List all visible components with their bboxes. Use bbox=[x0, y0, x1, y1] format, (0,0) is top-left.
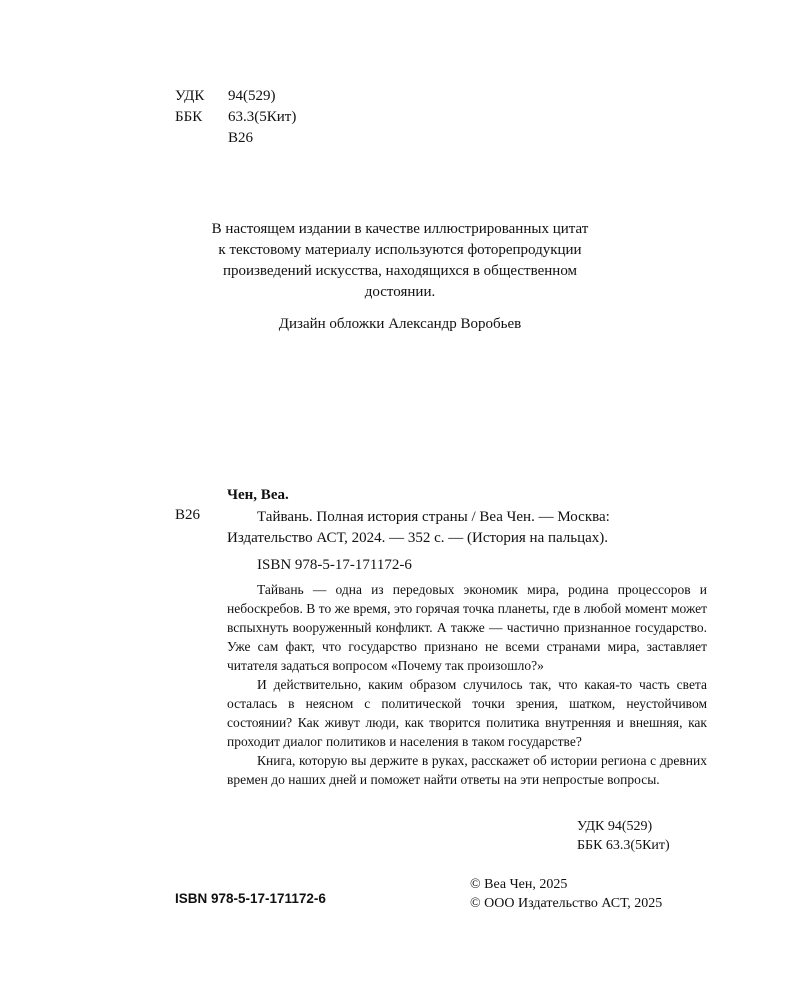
catalog-line-1: Тайвань. Полная история страны / Веа Чен. — Москва: bbox=[257, 509, 610, 525]
notice-line: В настоящем издании в качестве иллюстрированных цитат bbox=[211, 221, 589, 237]
bbk-row bbox=[175, 107, 296, 128]
classification-top bbox=[175, 86, 296, 149]
bbk-label: ББК bbox=[175, 109, 203, 125]
annotation-paragraph: Тайвань — одна из передовых экономик мира, родина процессоров и небоскребов. В то же время, это горячая точка планеты, где в любой момент может вспыхнуть вооруженный конфликт. А также — частично признанное государство. Уже сам факт, что государство признано не всеми странами мира, заставляет читателя задаться вопросом «Почему так произошло?» bbox=[227, 582, 707, 673]
copyright-author: © Веа Чен, 2025 bbox=[470, 877, 568, 892]
notice-line: произведений искусства, находящихся в общественном bbox=[222, 263, 578, 279]
bbk-bottom: ББК 63.3(5Кит) bbox=[577, 838, 670, 853]
bbk-value: 63.3(5Кит) bbox=[228, 109, 297, 125]
copyright-publisher: © ООО Издательство АСТ, 2025 bbox=[470, 896, 663, 911]
udk-label: УДК bbox=[175, 88, 205, 104]
catalog-description bbox=[227, 507, 707, 549]
copyright-block bbox=[470, 875, 662, 913]
catalog-line-2: Издательство АСТ, 2024. — 352 с. — (История на пальцах). bbox=[227, 530, 609, 546]
notice-line: к текстовому материалу используются фоторепродукции bbox=[218, 242, 582, 258]
author-mark-row bbox=[175, 128, 296, 149]
notice-line: достоянии. bbox=[364, 284, 436, 300]
annotation-paragraph: Книга, которую вы держите в руках, расскажет об истории региона с древних времен до наших дней и поможет найти ответы на эти непростые вопросы. bbox=[227, 753, 707, 787]
udk-bottom: УДК 94(529) bbox=[577, 819, 653, 834]
annotation-paragraph: И действительно, каким образом случилось так, что какая-то часть света осталась в неясном с политической точки зрения, шатком, неустойчивом состоянии? Как живут люди, как творится политика внутренняя и внешняя, как проходит диалог политиков и населения в таком государстве? bbox=[227, 677, 707, 749]
public-domain-notice bbox=[180, 219, 620, 303]
classification-bottom bbox=[577, 817, 670, 855]
udk-row bbox=[175, 86, 296, 107]
cover-designer-credit: Дизайн обложки Александр Воробьев bbox=[278, 316, 522, 332]
udk-value: 94(529) bbox=[228, 88, 276, 104]
annotation bbox=[227, 580, 707, 789]
catalog-isbn: ISBN 978-5-17-171172-6 bbox=[257, 557, 412, 573]
catalog-author: Чен, Веа. bbox=[227, 487, 289, 503]
author-mark: В26 bbox=[228, 130, 254, 146]
catalog-code: В26 bbox=[175, 507, 201, 523]
isbn-bottom: ISBN 978-5-17-171172-6 bbox=[175, 891, 326, 906]
